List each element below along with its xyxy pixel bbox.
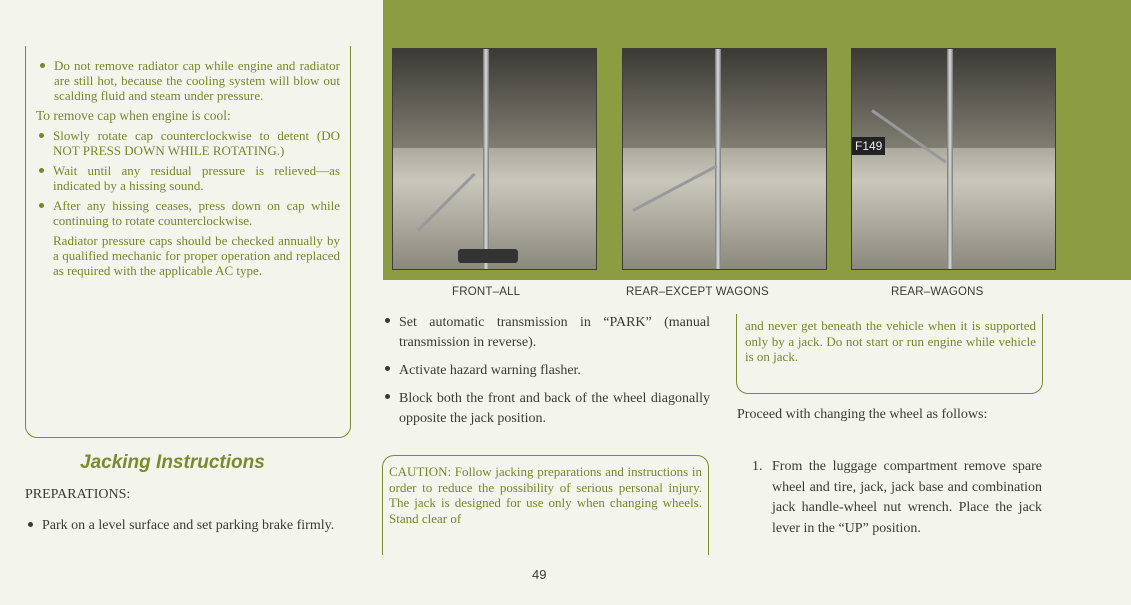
photo-caption: REAR–WAGONS <box>891 286 984 298</box>
preparations-title: PREPARATIONS: <box>25 487 131 502</box>
page-number: 49 <box>532 567 547 582</box>
radiator-cap-note: Radiator pressure caps should be checked annually by a qualified mechanic for proper operation and replaced as required with the applicable AC type. <box>53 233 340 278</box>
step-bullet: After any hissing ceases, press down on cap while continuing to rotate counterclockwise. <box>36 198 340 228</box>
photo-front-all <box>392 48 597 270</box>
section-heading: Jacking Instructions <box>80 452 265 473</box>
cool-cap-intro: To remove cap when engine is cool: <box>36 108 231 123</box>
caution-text: CAUTION: Follow jacking preparations and instructions in order to reduce the possibility of serious personal injury. The jack is designed for use only when changing wheels. Stand clear of <box>389 464 702 526</box>
radiator-cap-warning-box <box>25 46 351 438</box>
caution-text-continued: and never get beneath the vehicle when it is supported only by a jack. Do not start or run engine while vehicle is on jack. <box>745 318 1036 364</box>
photo-rear-except-wagons <box>622 48 827 270</box>
preparation-item: Park on a level surface and set parking brake firmly. <box>25 517 351 535</box>
caution-box <box>382 455 709 555</box>
step-bullet: Slowly rotate cap counterclockwise to detent (DO NOT PRESS DOWN WHILE ROTATING.) <box>36 128 340 158</box>
step-number: 1. <box>752 459 763 474</box>
photo-caption: REAR–EXCEPT WAGONS <box>626 286 769 298</box>
step-bullet: Wait until any residual pressure is relieved—as indicated by a hissing sound. <box>36 163 340 193</box>
preparation-item: Set automatic transmission in “PARK” (manual transmission in reverse). <box>382 313 710 353</box>
step-item <box>752 457 1042 539</box>
preparation-item: Block both the front and back of the wheel diagonally opposite the jack position. <box>382 389 710 429</box>
preparation-item: Activate hazard warning flasher. <box>382 361 710 381</box>
photo-caption: FRONT–ALL <box>452 286 521 298</box>
proceed-text: Proceed with changing the wheel as follows: <box>737 407 988 422</box>
step-text: From the luggage compartment remove spare wheel and tire, jack, jack base and combination jack handle-wheel nut wrench. Place the jack lever in the “UP” position. <box>772 459 1042 536</box>
warning-bullet: Do not remove radiator cap while engine and radiator are still hot, because the cooling system will blow out scalding fluid and steam under pressure. <box>37 58 340 103</box>
caution-box-continued <box>736 314 1043 394</box>
license-plate: F149 <box>852 137 885 155</box>
photo-rear-wagons <box>851 48 1056 270</box>
